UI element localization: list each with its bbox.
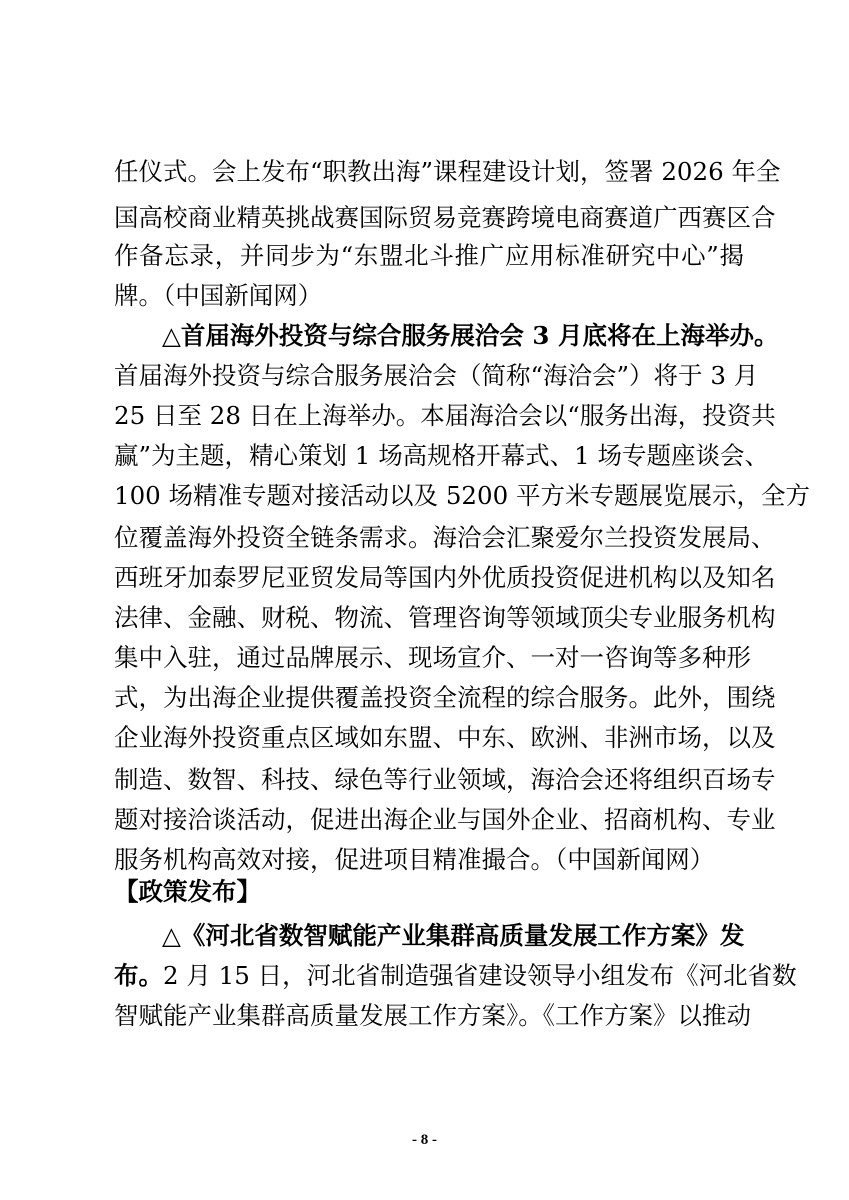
paragraph-line: 作备忘录，并同步为“东盟北斗推广应用标准研究中心”揭: [114, 241, 744, 270]
paragraph-line: 企业海外投资重点区域如东盟、中东、欧洲、非洲市场，以及: [114, 723, 776, 752]
paragraph-line: 25 日至 28 日在上海举办。本届海洽会以“服务出海，投资共: [114, 401, 776, 430]
section-heading: 【政策发布】: [114, 877, 261, 906]
paragraph-line: 制造、数智、科技、绿色等行业领域，海洽会还将组织百场专: [114, 765, 776, 794]
paragraph-text: 2 月 15 日，河北省制造强省建设领导小组发布《河北省数: [163, 961, 797, 990]
news-headline: △首届海外投资与综合服务展洽会 3 月底将在上海举办。: [162, 321, 779, 350]
paragraph-line: 西班牙加泰罗尼亚贸发局等国内外优质投资促进机构以及知名: [114, 563, 776, 592]
paragraph-line: 集中入驻，通过品牌展示、现场宣介、一对一咨询等多种形: [114, 643, 751, 672]
paragraph-line: 题对接洽谈活动，促进出海企业与国外企业、招商机构、专业: [114, 805, 776, 834]
news-headline-tail: 布。: [114, 961, 163, 990]
paragraph-line: 智赋能产业集群高质量发展工作方案》。《工作方案》以推动: [114, 1001, 751, 1030]
paragraph-line-mixed: [114, 956, 797, 996]
page-number: - 8 -: [412, 1132, 437, 1148]
paragraph-line: 100 场精准专题对接活动以及 5200 平方米专题展览展示，全方: [114, 481, 810, 510]
paragraph-line: 国高校商业精英挑战赛国际贸易竞赛跨境电商赛道广西赛区合: [114, 203, 776, 232]
paragraph-line: 首届海外投资与综合服务展洽会（简称“海洽会”）将于 3 月: [114, 361, 759, 390]
paragraph-line: 服务机构高效对接，促进项目精准撮合。（中国新闻网）: [114, 845, 715, 874]
paragraph-line: 式，为出海企业提供覆盖投资全流程的综合服务。此外，围绕: [114, 683, 776, 712]
news-headline: △《河北省数智赋能产业集群高质量发展工作方案》发: [162, 921, 745, 950]
paragraph-line: 位覆盖海外投资全链条需求。海洽会汇聚爱尔兰投资发展局、: [114, 523, 776, 552]
paragraph-line: 赢”为主题，精心策划 1 场高规格开幕式、1 场专题座谈会、: [114, 441, 770, 470]
paragraph-line: 法律、金融、财税、物流、管理咨询等领域顶尖专业服务机构: [114, 603, 776, 632]
paragraph-line: 任仪式。会上发布“职教出海”课程建设计划，签署 2026 年全: [114, 157, 781, 186]
paragraph-line: 牌。（中国新闻网）: [114, 281, 323, 310]
